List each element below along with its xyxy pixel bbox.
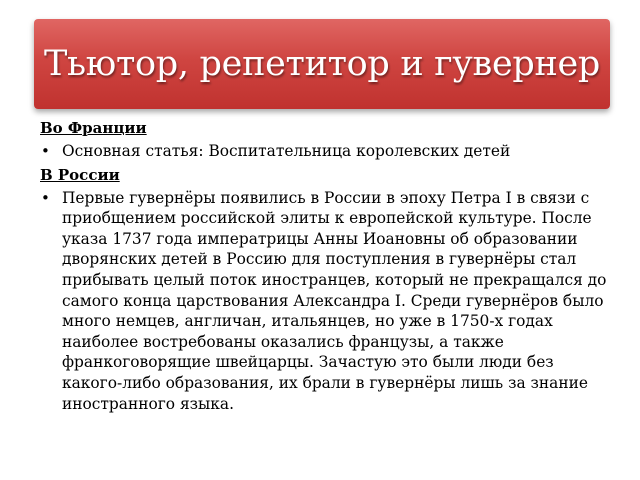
bullet-icon: • xyxy=(41,188,50,207)
bullet-text: Первые гувернёры появились в России в эпоху Петра I в связи с приобщением российской элиты к европейской культуре. После указа 1737 года императрицы Анны Иоановны об образовании дворянских детей в Россию для поступления в гувернёры стал прибывать целый поток иностранцев, который не прекращался до самого конца царствования Александра I. Среди гувернёров было много немцев, англичан, итальянцев, но уже в 1750-х годах наиболее востребованы оказались французы, а также франкоговорящие швейцарцы. Зачастую это были люди без какого-либо образования, их брали в гувернёры лишь за знание иностранного языка. xyxy=(62,188,607,413)
title-banner xyxy=(34,19,610,109)
bullet-icon: • xyxy=(41,142,50,160)
list-item xyxy=(40,188,610,415)
slide-title: Тьютор, репетитор и гувернер xyxy=(43,44,601,84)
bullet-text: Основная статья: Воспитательница королевских детей xyxy=(62,142,511,160)
slide-body xyxy=(40,118,610,417)
section-heading-russia: В России xyxy=(40,165,120,184)
list-item xyxy=(40,141,610,162)
section-heading-france: Во Франции xyxy=(40,119,147,137)
bullet-list-france xyxy=(40,141,610,162)
bullet-list-russia xyxy=(40,188,610,415)
